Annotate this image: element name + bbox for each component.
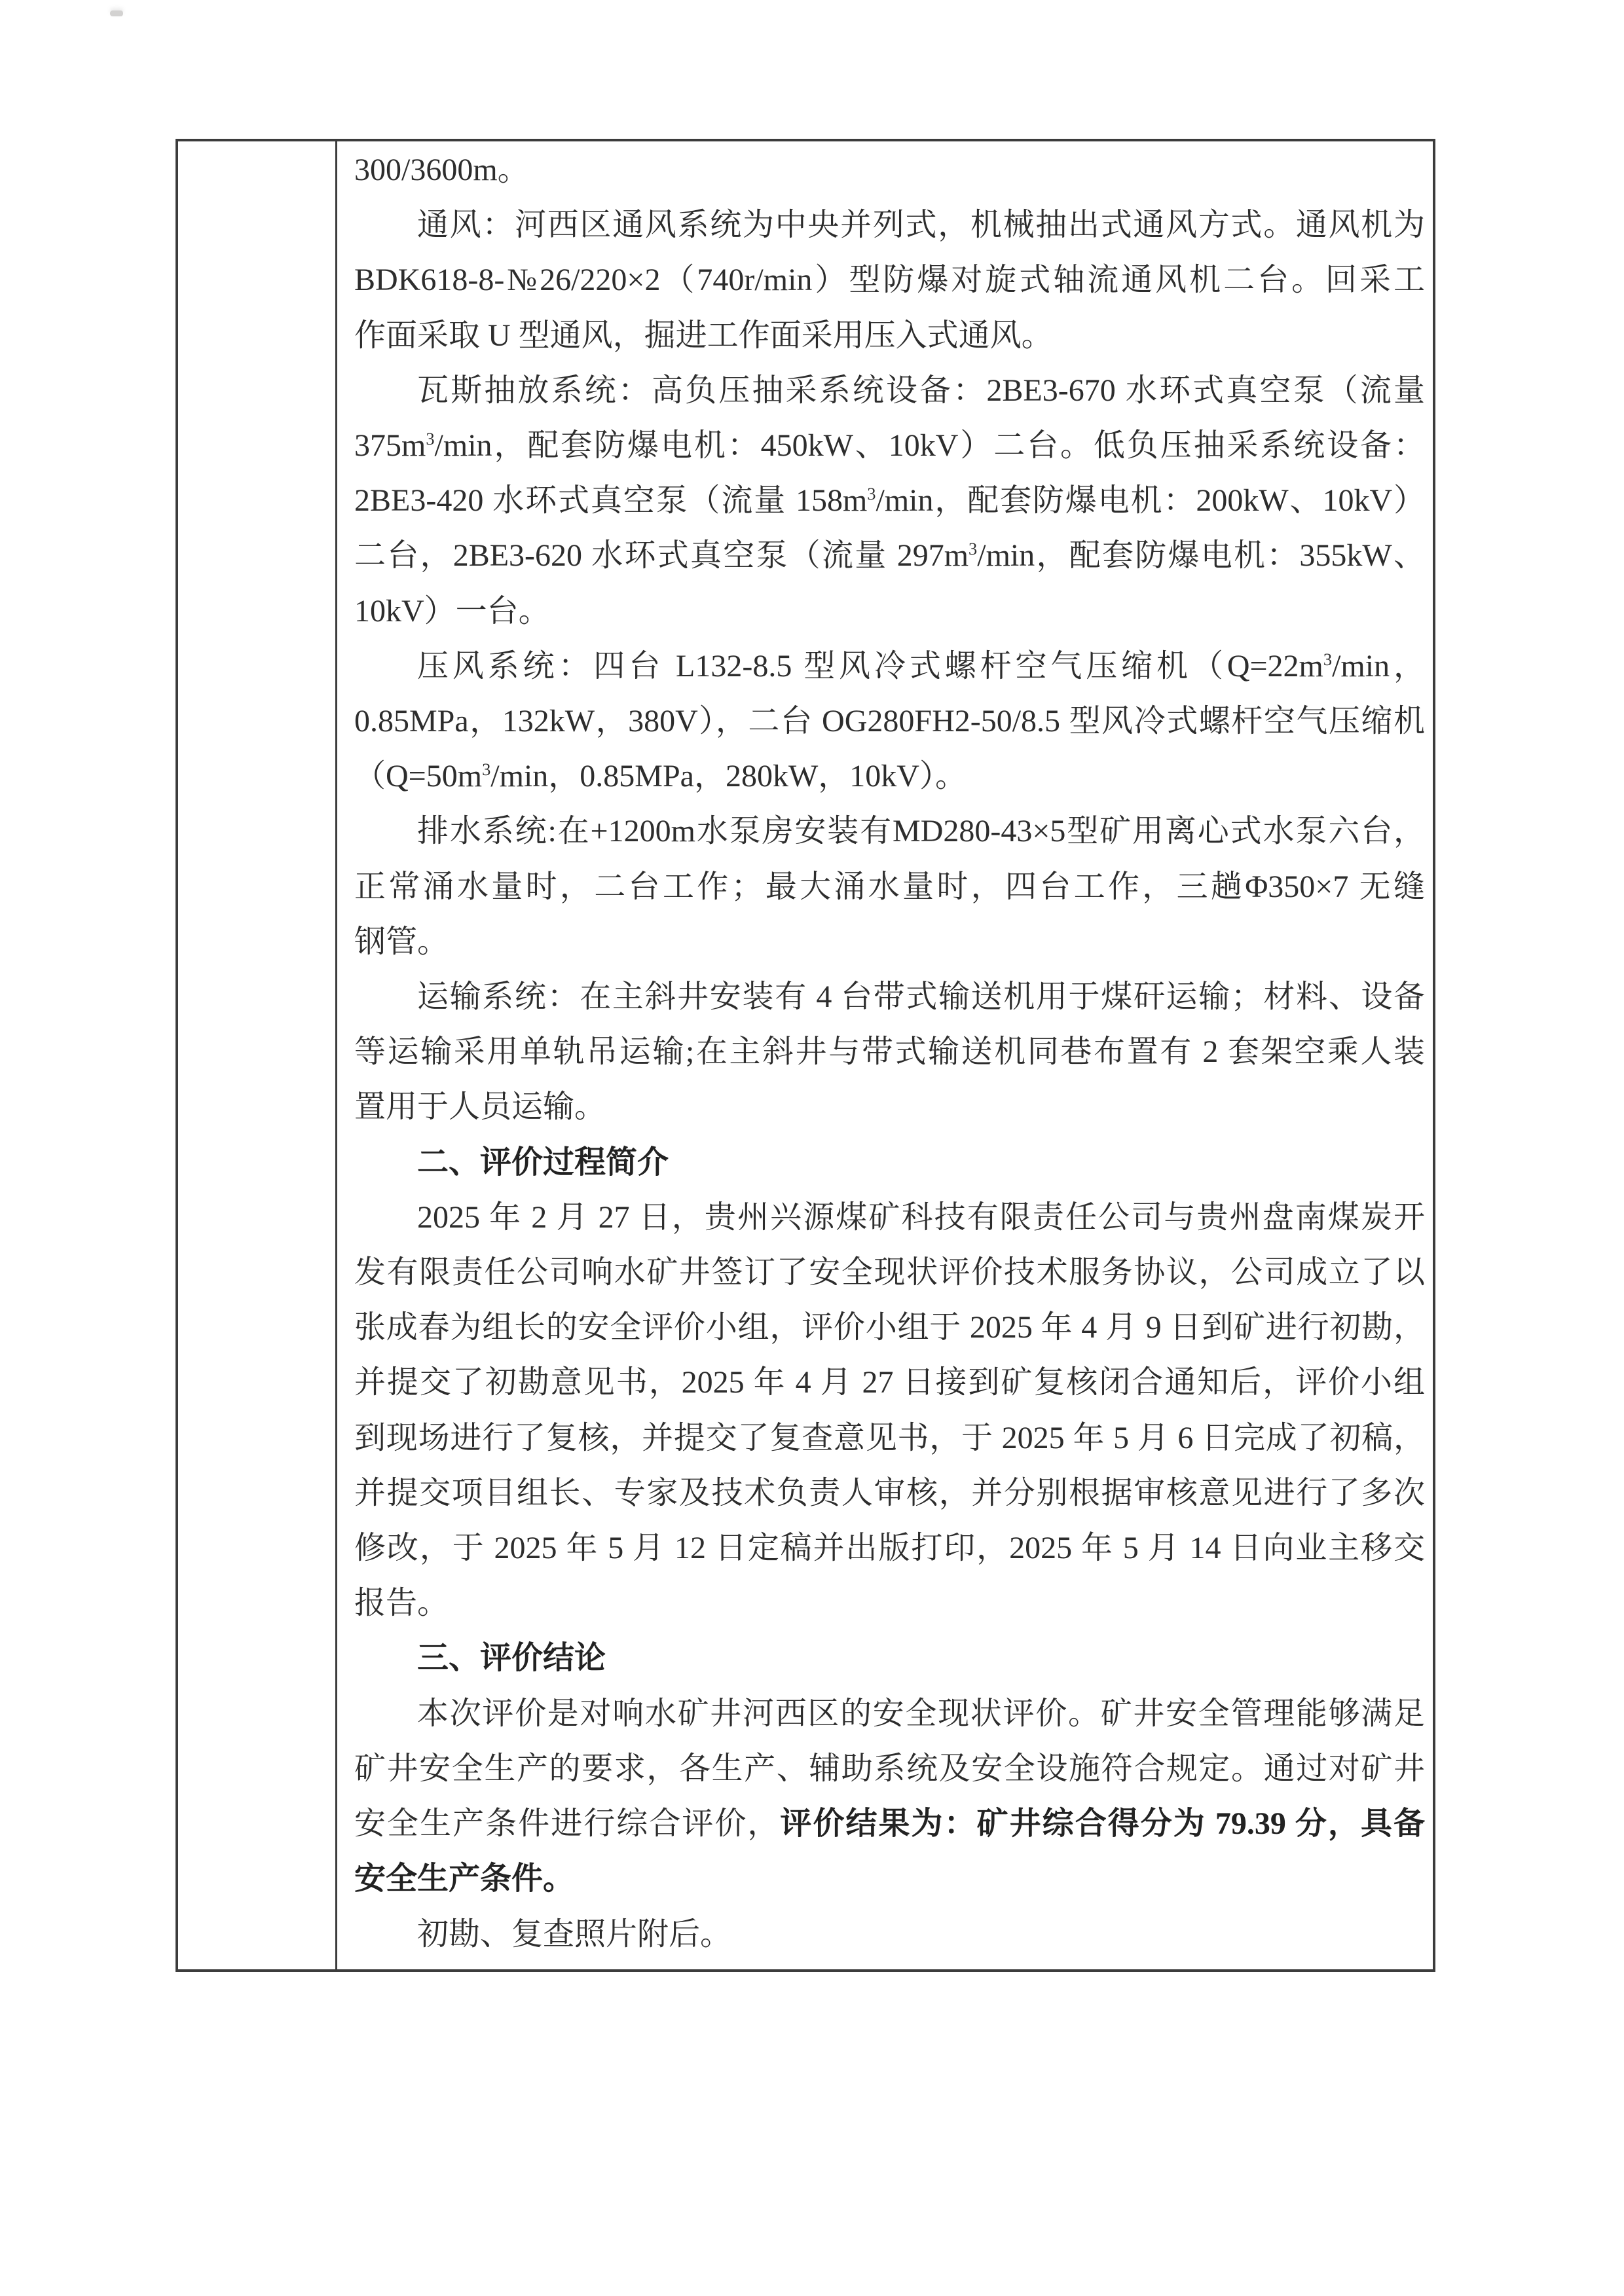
text-run: 安全生产条件进行综合评价， — [354, 1806, 781, 1842]
text-run: 等运输采用单轨吊运输;在主斜井与带式输送机同巷布置有 2 套架空乘人装 — [354, 1034, 1425, 1070]
text-run: 本次评价是对响水矿井河西区的安全现状评价。矿井安全管理能够满足 — [417, 1696, 1425, 1731]
text-run: 正常涌水量时，二台工作；最大涌水量时，四台工作，三趟Φ350×7 无缝 — [354, 869, 1425, 904]
text-run: 0.85MPa，132kW，380V），二台 OG280FH2-50/8.5 型风冷式螺杆空气压缩机 — [354, 704, 1425, 739]
text-run: 修改，于 2025 年 5 月 12 日定稿并出版打印，2025 年 5 月 14 日向业主移交 — [354, 1531, 1425, 1566]
text-line — [354, 915, 1425, 970]
text-run: 瓦斯抽放系统：高负压抽采系统设备：2BE3-670 水环式真空泵（流量 — [417, 373, 1425, 408]
text-line — [354, 1521, 1425, 1576]
text-line — [354, 1576, 1425, 1631]
text-line — [354, 1411, 1425, 1466]
text-line — [354, 804, 1425, 859]
superscript-run: 3 — [482, 759, 491, 780]
text-line — [354, 1631, 1425, 1686]
text-run: 10kV）一台。 — [354, 593, 550, 629]
text-run: 排水系统:在+1200m水泵房安装有MD280-43×5型矿用离心式水泵六台， — [417, 814, 1425, 849]
text-line — [354, 1245, 1425, 1300]
text-line — [354, 1907, 1425, 1962]
text-run: 2BE3-420 水环式真空泵（流量 158m — [354, 483, 868, 519]
text-line — [354, 1080, 1425, 1135]
text-line — [354, 1686, 1425, 1741]
text-run: 通风：河西区通风系统为中央并列式，机械抽出式通风方式。通风机为 — [417, 208, 1425, 243]
text-run: 压风系统：四台 L132-8.5 型风冷式螺杆空气压缩机（Q=22m — [417, 648, 1323, 683]
text-line — [354, 528, 1425, 583]
text-line — [354, 1851, 1425, 1906]
text-line — [354, 1300, 1425, 1355]
text-line — [354, 473, 1425, 528]
text-run: 300/3600m。 — [354, 153, 529, 187]
left-column-cell — [178, 141, 337, 1969]
text-line — [354, 639, 1425, 694]
text-line — [354, 860, 1425, 915]
text-line — [354, 584, 1425, 639]
text-run: 报告。 — [354, 1586, 449, 1621]
text-line — [354, 1190, 1425, 1245]
bold-text-run: 三、评价结论 — [417, 1641, 606, 1676]
text-line — [354, 1355, 1425, 1410]
text-run: 并提交了初勘意见书，2025 年 4 月 27 日接到矿复核闭合通知后，评价小组 — [354, 1365, 1425, 1400]
document-table — [175, 139, 1435, 1972]
bold-text-run: 二、评价过程简介 — [417, 1144, 669, 1180]
text-line — [354, 308, 1425, 363]
superscript-run: 3 — [867, 484, 876, 504]
text-line — [354, 970, 1425, 1025]
text-run: 运输系统：在主斜井安装有 4 台带式输送机用于煤矸运输；材料、设备 — [417, 979, 1425, 1015]
text-line — [354, 253, 1425, 308]
text-line — [354, 1741, 1425, 1796]
text-run: 二台，2BE3-620 水环式真空泵（流量 297m — [354, 538, 969, 574]
text-run: （Q=50m — [354, 759, 483, 794]
text-run: 2025 年 2 月 27 日，贵州兴源煤矿科技有限责任公司与贵州盘南煤炭开 — [417, 1199, 1425, 1235]
text-run: 置用于人员运输。 — [354, 1089, 606, 1125]
superscript-run: 3 — [426, 429, 435, 449]
text-run: /min，0.85MPa，280kW，10kV）。 — [490, 759, 967, 794]
text-run: 张成春为组长的安全评价小组，评价小组于 2025 年 4 月 9 日到矿进行初勘， — [354, 1310, 1425, 1345]
text-run: 发有限责任公司响水矿井签订了安全现状评价技术服务协议，公司成立了以 — [354, 1255, 1425, 1290]
text-run: 初勘、复查照片附后。 — [417, 1916, 732, 1952]
text-line — [354, 1025, 1425, 1080]
text-line — [354, 1796, 1425, 1851]
text-line — [354, 198, 1425, 253]
text-run: 矿井安全生产的要求，各生产、辅助系统及安全设施符合规定。通过对矿井 — [354, 1751, 1425, 1786]
text-run: 到现场进行了复核，并提交了复查意见书，于 2025 年 5 月 6 日完成了初稿， — [354, 1420, 1425, 1455]
bold-text-run: 安全生产条件。 — [354, 1861, 575, 1897]
text-line — [354, 749, 1425, 804]
text-run: 作面采取 U 型通风，掘进工作面采用压入式通风。 — [354, 318, 1053, 353]
text-run: 钢管。 — [354, 924, 449, 959]
superscript-run: 3 — [969, 539, 978, 559]
text-run: 375m — [354, 428, 426, 464]
text-run: 并提交项目组长、专家及技术负责人审核，并分别根据审核意见进行了多次 — [354, 1475, 1425, 1510]
text-line — [354, 418, 1425, 473]
text-run: /min，配套防爆电机：355kW、 — [977, 538, 1425, 574]
text-run: /min，配套防爆电机：200kW、10kV） — [876, 483, 1425, 519]
text-line — [354, 1135, 1425, 1190]
text-run: BDK618-8-№26/220×2（740r/min）型防爆对旋式轴流通风机二台。回采工 — [354, 263, 1425, 298]
text-line — [354, 143, 1425, 198]
superscript-run: 3 — [1323, 649, 1333, 669]
text-run: /min， — [1332, 648, 1425, 683]
bold-text-run: 评价结果为：矿井综合得分为 79.39 分，具备 — [780, 1806, 1425, 1842]
document-body — [354, 143, 1425, 1962]
text-run: /min，配套防爆电机：450kW、10kV）二台。低负压抽采系统设备： — [434, 428, 1425, 464]
text-line — [354, 694, 1425, 749]
text-line — [354, 1466, 1425, 1521]
content-cell — [337, 141, 1433, 1969]
scan-smudge — [110, 10, 123, 16]
text-line — [354, 363, 1425, 418]
